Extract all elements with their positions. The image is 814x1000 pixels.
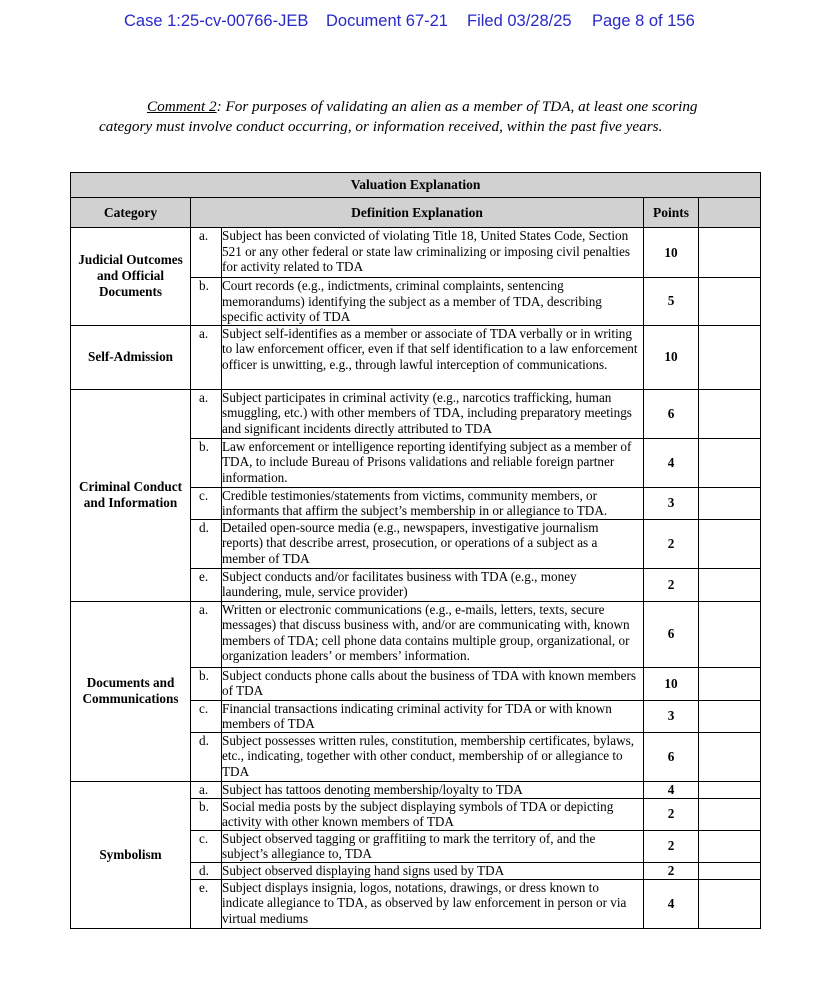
blank-cell	[699, 228, 761, 278]
column-header-category: Category	[71, 198, 191, 228]
definition-cell: Subject participates in criminal activity (e.g., narcotics trafficking, human smuggling, etc.) with other members of TDA, including preparatory meetings and significant incidents directly attributed to TDA	[222, 389, 644, 438]
item-letter: a.	[191, 389, 222, 438]
blank-cell	[699, 862, 761, 879]
points-cell: 10	[644, 667, 699, 700]
blank-cell	[699, 879, 761, 928]
item-letter: c.	[191, 830, 222, 862]
blank-cell	[699, 389, 761, 438]
blank-cell	[699, 438, 761, 487]
definition-cell: Subject observed displaying hand signs used by TDA	[222, 862, 644, 879]
valuation-table	[70, 172, 761, 929]
points-cell: 2	[644, 519, 699, 568]
document-header	[0, 12, 814, 36]
definition-cell: Subject possesses written rules, constitution, membership certificates, bylaws, etc., indicating, together with other conduct, membership of or allegiance to TDA	[222, 732, 644, 781]
document-number: Document 67-21	[326, 12, 448, 30]
item-letter: e.	[191, 879, 222, 928]
points-cell: 3	[644, 487, 699, 519]
item-letter: c.	[191, 487, 222, 519]
blank-cell	[699, 798, 761, 830]
blank-cell	[699, 278, 761, 326]
item-letter: e.	[191, 568, 222, 601]
points-cell: 6	[644, 732, 699, 781]
table-row	[71, 228, 761, 278]
table-row	[71, 389, 761, 438]
category-cell: Documents and Communications	[71, 601, 191, 781]
blank-cell	[699, 667, 761, 700]
definition-cell: Detailed open-source media (e.g., newspapers, investigative journalism reports) that describe arrest, prosecution, or operations of a subject as a member of TDA	[222, 519, 644, 568]
definition-cell: Written or electronic communications (e.g., e-mails, letters, texts, secure messages) that discuss business with, and/or are communicating with, known members of TDA; cell phone data contains multiple group, organizational, or organization leaders’ or members’ information.	[222, 601, 644, 667]
comment-paragraph	[99, 97, 739, 136]
blank-cell	[699, 830, 761, 862]
points-cell: 2	[644, 830, 699, 862]
column-header-definition: Definition Explanation	[191, 198, 644, 228]
blank-cell	[699, 700, 761, 732]
item-letter: a.	[191, 325, 222, 389]
definition-cell: Social media posts by the subject displaying symbols of TDA or depicting activity with other known members of TDA	[222, 798, 644, 830]
item-letter: b.	[191, 278, 222, 326]
column-header-blank	[699, 198, 761, 228]
blank-cell	[699, 601, 761, 667]
comment-text: : For purposes of validating an alien as a member of TDA, at least one scoring category must involve conduct occurring, or information received, within the past five years.	[99, 98, 698, 135]
definition-cell: Court records (e.g., indictments, criminal complaints, sentencing memorandums) identifying the subject as a member of TDA, describing specific activity of TDA	[222, 278, 644, 326]
item-letter: c.	[191, 700, 222, 732]
points-cell: 2	[644, 798, 699, 830]
item-letter: b.	[191, 667, 222, 700]
table-title: Valuation Explanation	[71, 173, 761, 198]
definition-cell: Subject displays insignia, logos, notations, drawings, or dress known to indicate allegiance to TDA, as observed by law enforcement in person or via virtual mediums	[222, 879, 644, 928]
table-header-row	[71, 198, 761, 228]
item-letter: d.	[191, 519, 222, 568]
item-letter: b.	[191, 438, 222, 487]
table-row	[71, 325, 761, 389]
item-letter: a.	[191, 601, 222, 667]
blank-cell	[699, 519, 761, 568]
blank-cell	[699, 487, 761, 519]
definition-cell: Subject has been convicted of violating Title 18, United States Code, Section 521 or any other federal or state law criminalizing or imposing civil penalties for activity related to TDA	[222, 228, 644, 278]
category-cell: Symbolism	[71, 781, 191, 928]
points-cell: 4	[644, 438, 699, 487]
definition-cell: Subject conducts phone calls about the business of TDA with known members of TDA	[222, 667, 644, 700]
definition-cell: Financial transactions indicating criminal activity for TDA or with known members of TDA	[222, 700, 644, 732]
points-cell: 4	[644, 879, 699, 928]
blank-cell	[699, 325, 761, 389]
item-letter: a.	[191, 228, 222, 278]
definition-cell: Subject observed tagging or graffitiing to mark the territory of, and the subject’s allegiance to, TDA	[222, 830, 644, 862]
item-letter: d.	[191, 862, 222, 879]
category-cell: Self-Admission	[71, 325, 191, 389]
table-title-row	[71, 173, 761, 198]
case-number: Case 1:25-cv-00766-JEB	[124, 12, 309, 30]
blank-cell	[699, 732, 761, 781]
definition-cell: Subject has tattoos denoting membership/loyalty to TDA	[222, 781, 644, 798]
points-cell: 6	[644, 389, 699, 438]
item-letter: b.	[191, 798, 222, 830]
points-cell: 5	[644, 278, 699, 326]
item-letter: d.	[191, 732, 222, 781]
definition-cell: Subject self-identifies as a member or associate of TDA verbally or in writing to law enforcement officer, even if that self identification to a law enforcement officer is unwitting, e.g., through lawful interception of communications.	[222, 325, 644, 389]
blank-cell	[699, 781, 761, 798]
comment-label: Comment 2	[147, 98, 217, 115]
definition-cell: Subject conducts and/or facilitates business with TDA (e.g., money laundering, mule, service provider)	[222, 568, 644, 601]
column-header-points: Points	[644, 198, 699, 228]
points-cell: 6	[644, 601, 699, 667]
blank-cell	[699, 568, 761, 601]
item-letter: a.	[191, 781, 222, 798]
category-cell: Judicial Outcomes and Official Documents	[71, 228, 191, 326]
category-cell: Criminal Conduct and Information	[71, 389, 191, 601]
definition-cell: Law enforcement or intelligence reporting identifying subject as a member of TDA, to include Bureau of Prisons validations and reliable foreign partner information.	[222, 438, 644, 487]
table-row	[71, 781, 761, 798]
table-row	[71, 601, 761, 667]
page-number: Page 8 of 156	[592, 12, 695, 30]
points-cell: 2	[644, 862, 699, 879]
definition-cell: Credible testimonies/statements from victims, community members, or informants that affirm the subject’s membership in or allegiance to TDA.	[222, 487, 644, 519]
points-cell: 2	[644, 568, 699, 601]
points-cell: 10	[644, 228, 699, 278]
points-cell: 10	[644, 325, 699, 389]
points-cell: 3	[644, 700, 699, 732]
filed-date: Filed 03/28/25	[467, 12, 572, 30]
points-cell: 4	[644, 781, 699, 798]
